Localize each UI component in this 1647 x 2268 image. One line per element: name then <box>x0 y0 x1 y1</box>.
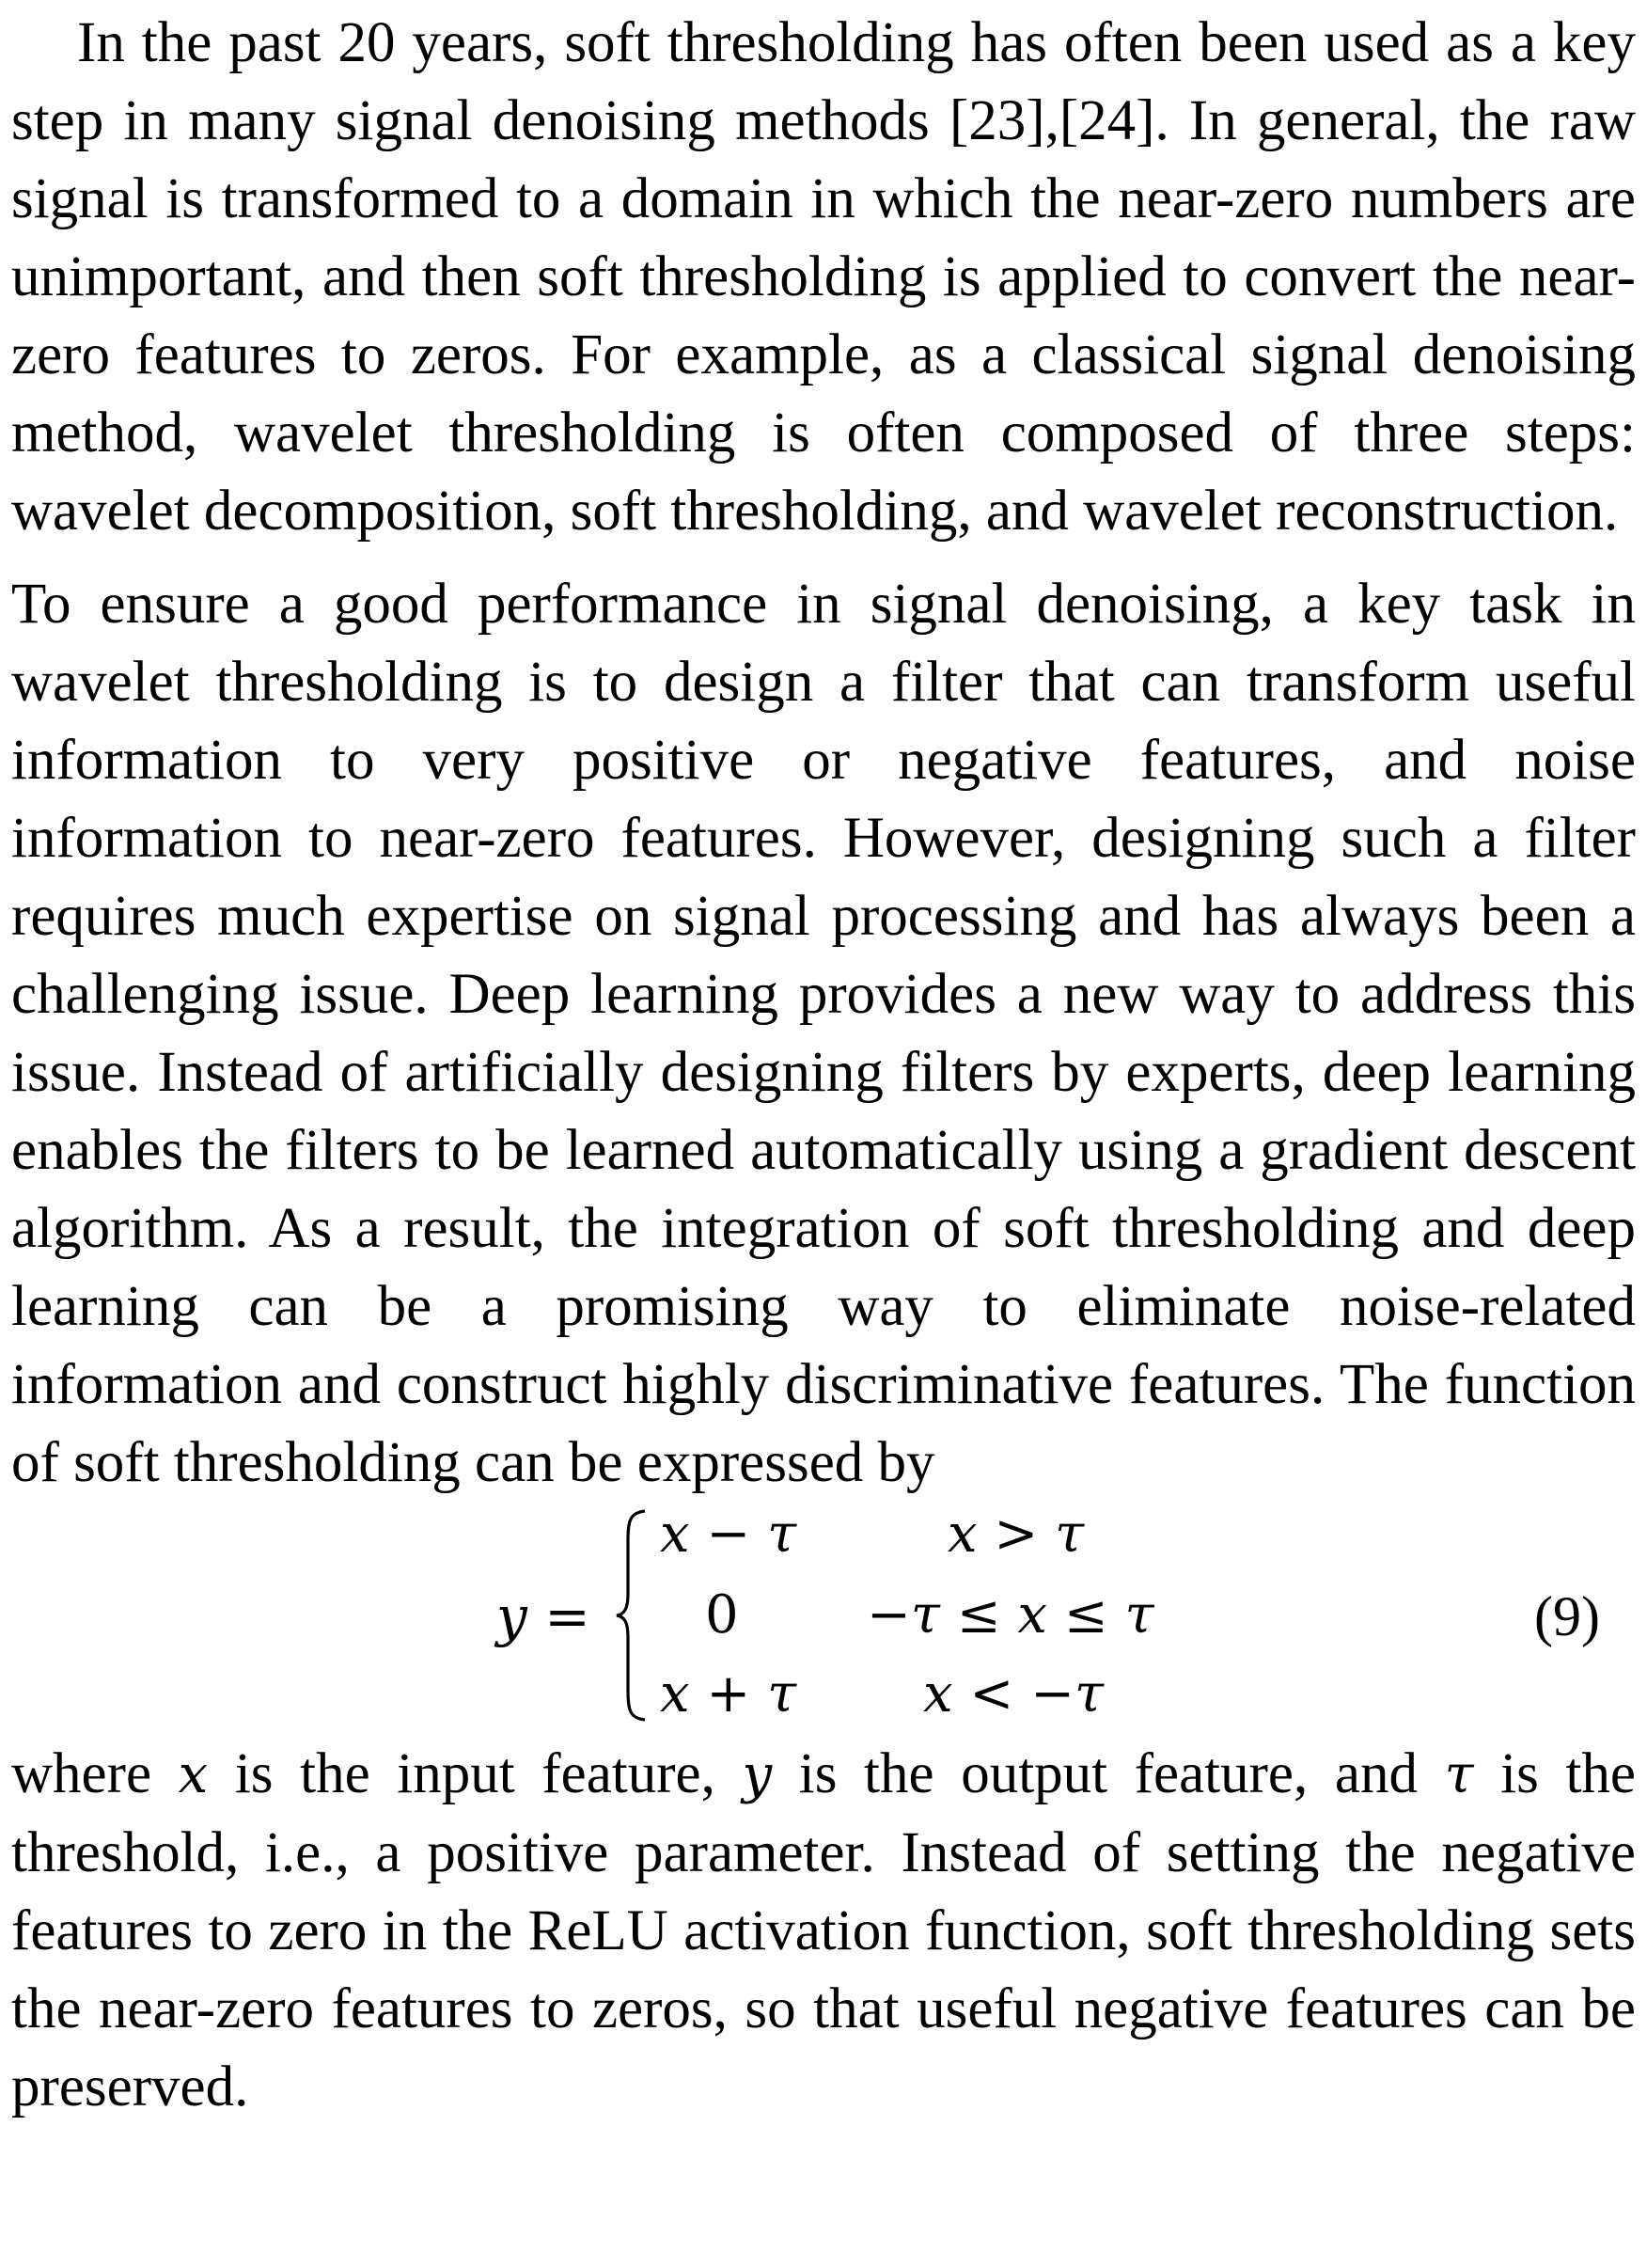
text-segment: is the threshold, i.e., a positive parameter. Instead of setting the negative features to zero in the ReLU activation function, soft thresholding sets the near-zero features to zeros, so that useful negative features can be preserved. <box>11 1742 1637 2118</box>
case-3-value: x + τ <box>660 1663 797 1725</box>
paragraph-soft-thresholding-intro: In the past 20 years, soft thresholding has often been used as a key step in many signal denoising methods [23],[24]. In general, the raw signal is transformed to a domain in which the near-zero numbers are unimportant, and then soft thresholding is applied to convert the near-zero features to zeros. For example, as a classical signal denoising method, wavelet thresholding is often composed of three steps: wavelet decomposition, soft thresholding, and wavelet reconstruction. <box>11 11 1636 543</box>
equation-lhs: y = <box>496 1584 590 1648</box>
text-segment: is the output feature, and <box>772 1742 1445 1805</box>
math-var-x: x <box>178 1744 209 1805</box>
left-brace <box>613 1507 651 1724</box>
case-3-condition: x < −τ <box>923 1663 1105 1725</box>
math-var-tau: τ <box>1444 1744 1474 1805</box>
case-2-value: 0 <box>705 1584 739 1646</box>
math-var-y: y <box>742 1744 773 1805</box>
text-segment: where <box>11 1742 179 1805</box>
text-segment: is the input feature, <box>208 1742 743 1805</box>
case-2-condition: −τ ≤ x ≤ τ <box>867 1584 1154 1646</box>
paragraph-wavelet-deep-learning: To ensure a good performance in signal denoising, a key task in wavelet thresholding is to design a filter that can transform useful information to very positive or negative features, and noise information to near-zero features. However, designing such a filter requires much expertise on signal processing and has always been a challenging issue. Deep learning provides a new way to address this issue. Instead of artificially designing filters by experts, deep learning enables the filters to be learned automatically using a gradient descent algorithm. As a result, the integration of soft thresholding and deep learning can be a promising way to eliminate noise-related information and construct highly discriminative features. The function of soft thresholding can be expressed by <box>11 573 1636 1494</box>
equation-soft-thresholding <box>11 1502 1636 1735</box>
equation-number: (9) <box>1534 1585 1600 1647</box>
case-1-value: x − τ <box>660 1504 797 1565</box>
document-page <box>11 0 1636 2126</box>
paragraph-threshold-explanation <box>11 1735 1636 2126</box>
case-1-condition: x > τ <box>948 1504 1085 1565</box>
